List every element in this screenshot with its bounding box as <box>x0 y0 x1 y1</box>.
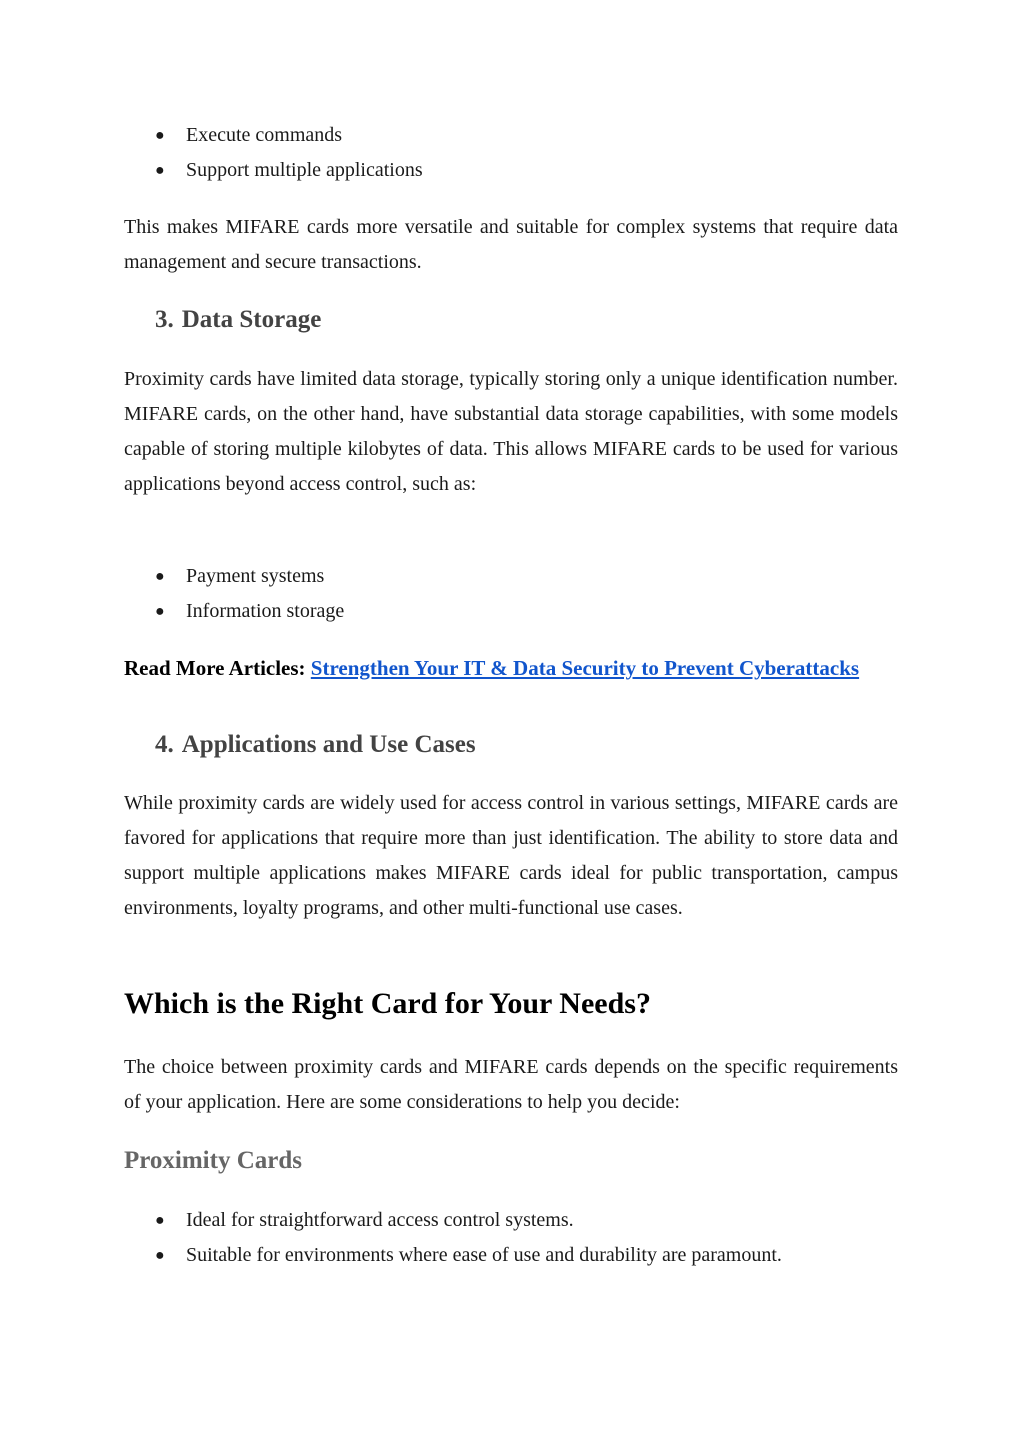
section-title: Data Storage <box>181 306 322 333</box>
list-item: ● Support multiple applications <box>124 153 898 188</box>
paragraph-applications: While proximity cards are widely used for access control in various settings, MIFARE cards are favored for applications that require more than just identification. The ability to store data and support multiple applications makes MIFARE cards ideal for public transportation, campus environments, loyalty programs, and other multi-functional use cases. <box>124 792 898 919</box>
list-item: ● Information storage <box>124 594 898 629</box>
list-item: ● Ideal for straightforward access control systems. <box>124 1203 898 1238</box>
section-number: 4. <box>155 731 174 758</box>
paragraph-versatile: This makes MIFARE cards more versatile and suitable for complex systems that require data management and secure transactions. <box>124 216 898 273</box>
read-more-link[interactable]: Strengthen Your IT & Data Security to Prevent Cyberattacks <box>310 656 860 680</box>
bullet-icon: ● <box>155 1247 165 1264</box>
section-heading-data-storage <box>124 304 898 336</box>
read-more-label: Read More Articles: <box>124 656 306 680</box>
bullet-icon: ● <box>155 127 165 144</box>
list-item: ● Payment systems <box>124 559 898 594</box>
section-heading-applications <box>124 729 898 761</box>
list-item: ● Suitable for environments where ease of use and durability are paramount. <box>124 1238 898 1273</box>
proximity-cards-bullet-list <box>124 1203 898 1273</box>
read-more <box>124 655 898 682</box>
list-item: ● Execute commands <box>124 118 898 153</box>
intro-bullet-list <box>124 118 898 188</box>
bullet-icon: ● <box>155 603 165 620</box>
paragraph-data-storage: Proximity cards have limited data storage, typically storing only a unique identification number. MIFARE cards, on the other hand, have substantial data storage capabilities, with some models capable of storing multiple kilobytes of data. This allows MIFARE cards to be used for various applications beyond access control, such as: <box>124 368 898 495</box>
data-storage-bullet-list <box>124 559 898 629</box>
heading-right-card: Which is the Right Card for Your Needs? <box>124 987 651 1020</box>
bullet-icon: ● <box>155 162 165 179</box>
section-number: 3. <box>155 306 174 333</box>
heading-proximity-cards: Proximity Cards <box>124 1147 302 1174</box>
bullet-icon: ● <box>155 568 165 585</box>
bullet-icon: ● <box>155 1212 165 1229</box>
section-title: Applications and Use Cases <box>181 731 476 758</box>
paragraph-right-card: The choice between proximity cards and MIFARE cards depends on the specific requirements of your application. Here are some considerations to help you decide: <box>124 1056 898 1113</box>
